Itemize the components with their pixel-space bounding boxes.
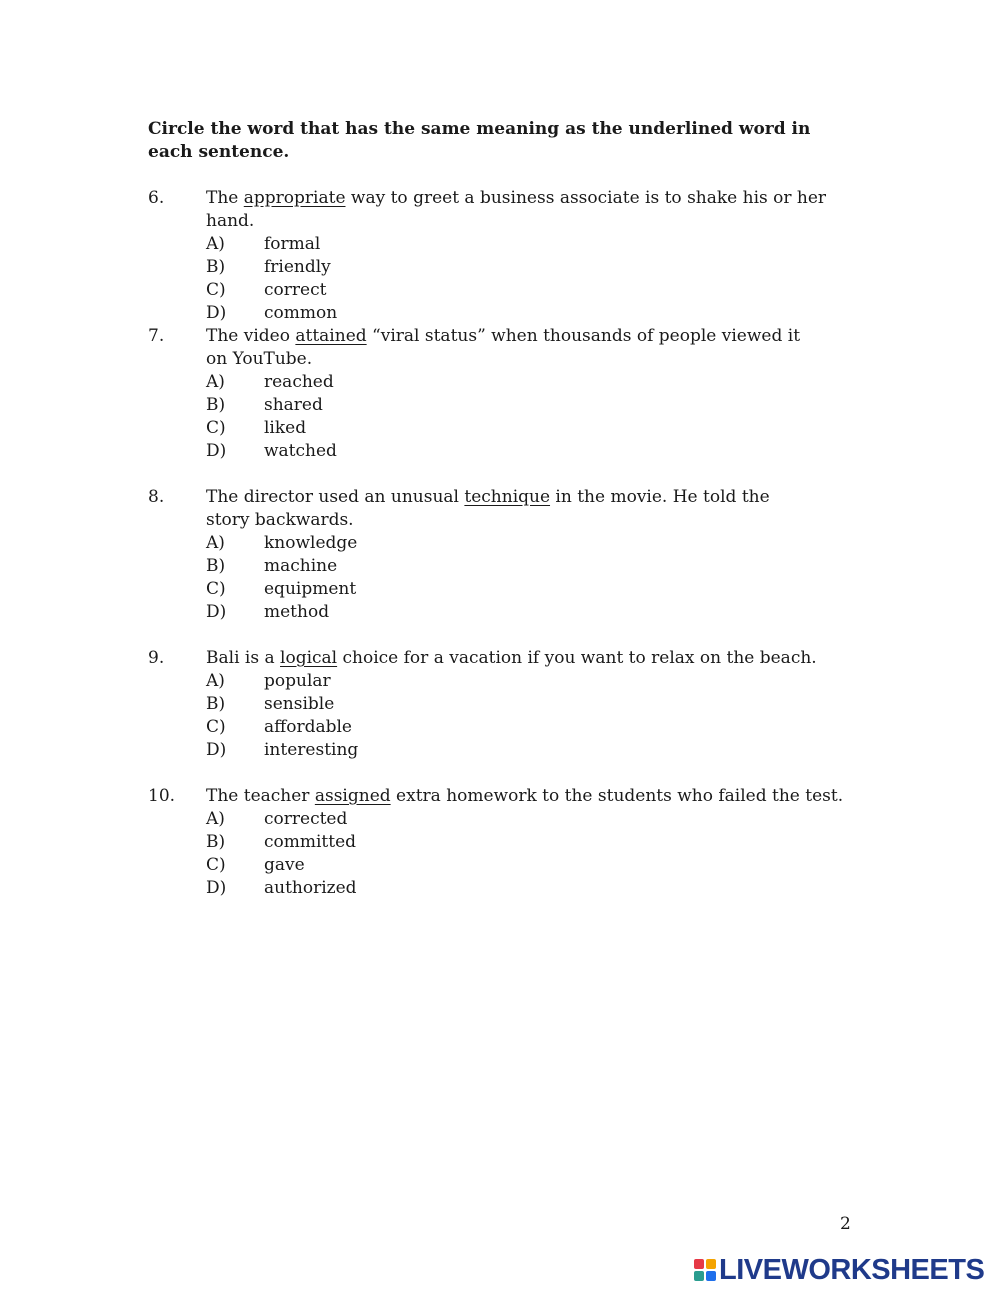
question-9 [148, 647, 868, 762]
question-10 [148, 785, 868, 900]
liveworksheets-logo-icon [694, 1259, 716, 1281]
question-7 [148, 325, 868, 463]
option-c[interactable]: C) equipment [206, 579, 357, 599]
question-number: 8. [148, 487, 165, 507]
option-a[interactable]: A) popular [206, 671, 331, 691]
question-6 [148, 187, 868, 325]
brand-name: LIVEWORKSHEETS [719, 1254, 985, 1286]
logo-tile [706, 1271, 716, 1281]
question-text: The director used an unusual technique in the movie. He told the story backwards. [206, 487, 770, 530]
question-8 [148, 486, 868, 624]
logo-tile [694, 1271, 704, 1281]
question-number: 9. [148, 648, 165, 668]
option-c[interactable]: C) affordable [206, 717, 352, 737]
logo-tile [706, 1259, 716, 1269]
option-c[interactable]: C) liked [206, 418, 307, 438]
option-a[interactable]: A) reached [206, 372, 334, 392]
question-text: The video attained “viral status” when thousands of people viewed it on YouTube. [206, 326, 801, 369]
option-d[interactable]: D) watched [206, 441, 337, 461]
option-c[interactable]: C) gave [206, 855, 305, 875]
underlined-word: technique [464, 487, 551, 507]
underlined-word: assigned [314, 786, 391, 806]
question-text: The appropriate way to greet a business associate is to shake his or her hand. [206, 188, 827, 231]
option-a[interactable]: A) corrected [206, 809, 348, 829]
option-c[interactable]: C) correct [206, 280, 327, 300]
option-d[interactable]: D) interesting [206, 740, 359, 760]
question-text: The teacher assigned extra homework to the students who failed the test. [206, 786, 844, 806]
option-d[interactable]: D) common [206, 303, 338, 323]
option-d[interactable]: D) method [206, 602, 330, 622]
option-d[interactable]: D) authorized [206, 878, 357, 898]
logo-tile [694, 1259, 704, 1269]
option-a[interactable]: A) knowledge [206, 533, 358, 553]
option-b[interactable]: B) machine [206, 556, 338, 576]
question-number: 6. [148, 188, 165, 208]
underlined-word: logical [280, 648, 338, 668]
option-b[interactable]: B) friendly [206, 257, 331, 277]
question-number: 10. [148, 786, 176, 806]
question-number: 7. [148, 326, 165, 346]
underlined-word: appropriate [243, 188, 346, 208]
option-a[interactable]: A) formal [206, 234, 321, 254]
page-number: 2 [840, 1214, 851, 1234]
option-b[interactable]: B) committed [206, 832, 357, 852]
underlined-word: attained [295, 326, 367, 346]
option-b[interactable]: B) shared [206, 395, 323, 415]
question-text: Bali is a logical choice for a vacation if you want to relax on the beach. [206, 648, 817, 668]
instructions: Circle the word that has the same meaning as the underlined word in each sentence. [148, 119, 811, 162]
option-b[interactable]: B) sensible [206, 694, 335, 714]
liveworksheets-logo[interactable] [694, 1254, 984, 1286]
